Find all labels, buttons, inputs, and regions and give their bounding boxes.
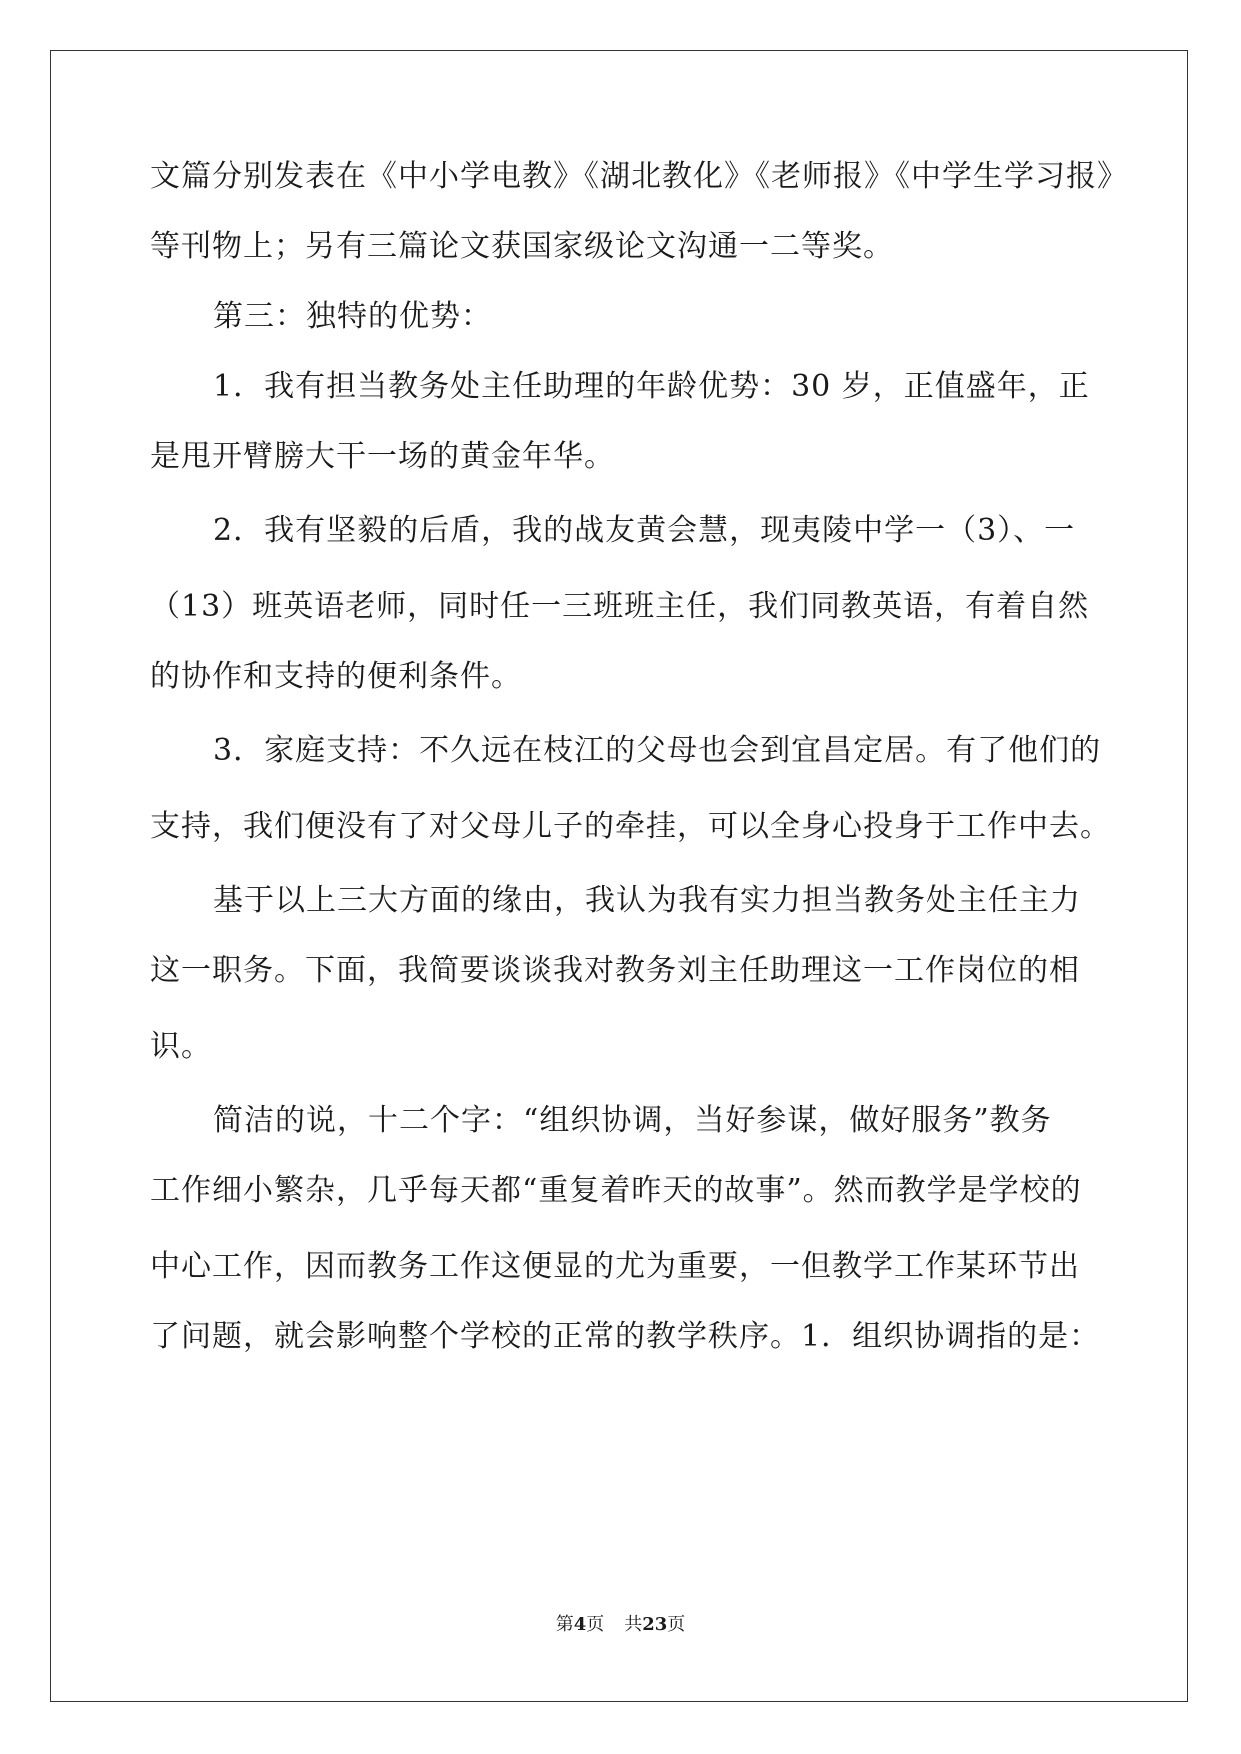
body-line: 2．我有坚毅的后盾，我的战友黄会慧，现夷陵中学一（3）、一 [213, 513, 1076, 548]
body-line: 这一职务。下面，我简要谈谈我对教务刘主任助理这一工作岗位的相 [150, 953, 1080, 988]
body-line: 工作细小繁杂，几乎每天都“重复着昨天的故事”。然而教学是学校的 [150, 1173, 1082, 1208]
body-line: 中心工作，因而教务工作这便显的尤为重要，一但教学工作某环节出 [150, 1249, 1080, 1284]
body-line: 了问题，就会影响整个学校的正常的教学秩序。1．组织协调指的是： [150, 1319, 1101, 1354]
body-line: 基于以上三大方面的缘由，我认为我有实力担当教务处主任主力 [213, 883, 1081, 918]
footer-page-suffix: 页 [586, 1614, 605, 1635]
body-line: 文篇分别发表在《中小学电教》《湖北教化》《老师报》《中学生学习报》 [150, 159, 1128, 194]
footer-total-suffix: 页 [667, 1614, 686, 1635]
footer-total-pages: 23 [642, 1614, 668, 1635]
body-line: 的协作和支持的便利条件。 [150, 659, 522, 694]
body-line: 1．我有担当教务处主任助理的年龄优势：30 岁，正值盛年，正 [213, 369, 1090, 404]
footer-page-prefix: 第 [555, 1614, 574, 1635]
section-heading: 第三：独特的优势： [213, 299, 492, 334]
body-line: 简洁的说，十二个字：“组织协调，当好参谋，做好服务”教务 [213, 1103, 1052, 1138]
footer-total-prefix: 共 [624, 1614, 643, 1635]
body-line: 支持，我们便没有了对父母儿子的牵挂，可以全身心投身于工作中去。 [150, 809, 1111, 844]
footer-page-number: 4 [573, 1614, 587, 1635]
body-line: （13）班英语老师，同时任一三班班主任，我们同教英语，有着自然 [150, 589, 1090, 624]
page-footer [0, 1610, 1241, 1636]
body-line: 识。 [150, 1029, 212, 1064]
body-line: 是甩开臂膀大干一场的黄金年华。 [150, 439, 615, 474]
body-line: 3．家庭支持：不久远在枝江的父母也会到宜昌定居。有了他们的 [213, 733, 1102, 768]
body-line: 等刊物上；另有三篇论文获国家级论文沟通一二等奖。 [150, 229, 894, 264]
